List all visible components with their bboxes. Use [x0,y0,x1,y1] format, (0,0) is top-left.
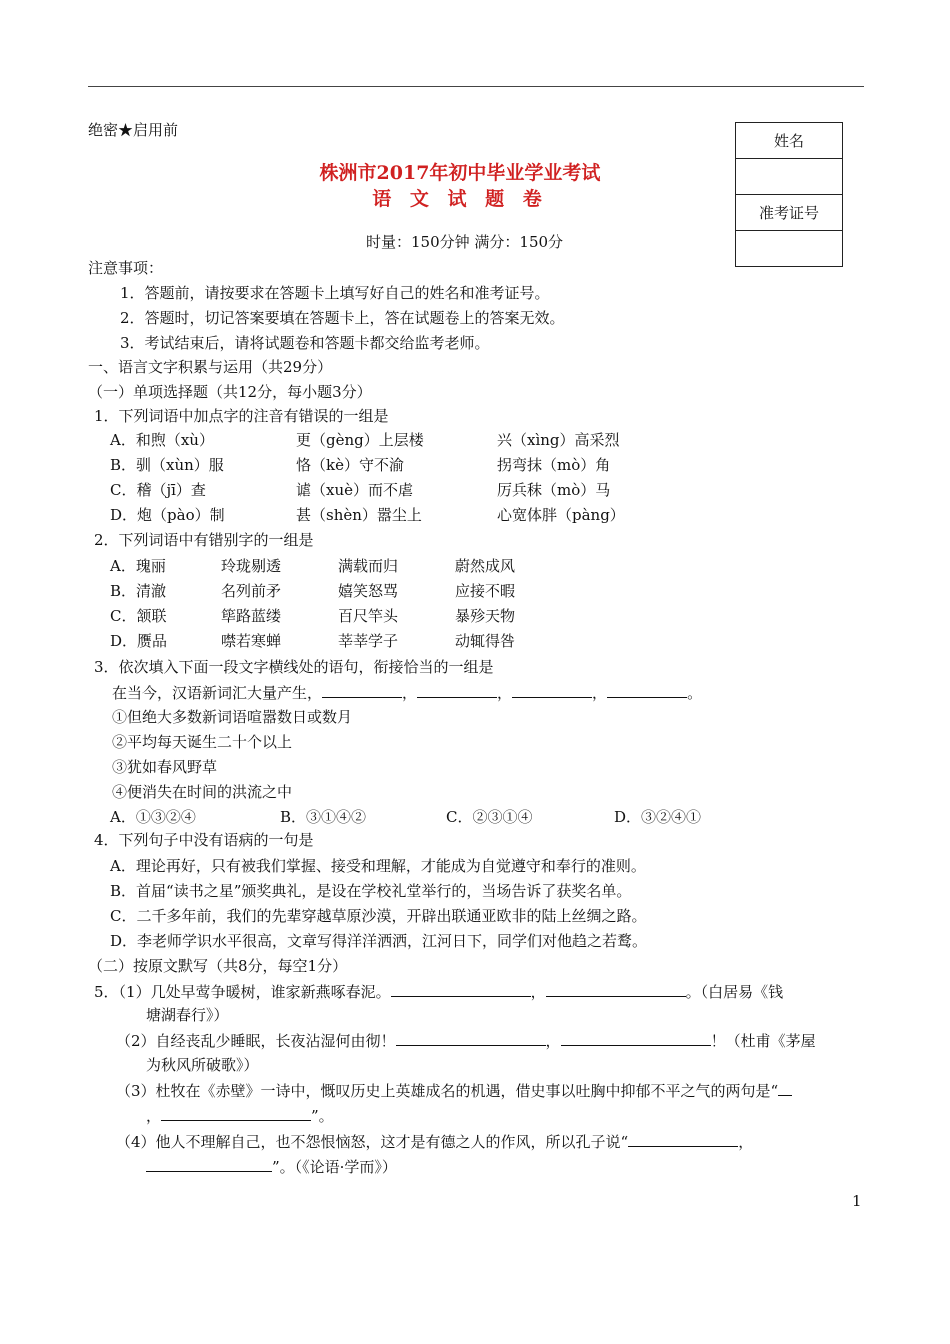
q5-blank[interactable] [546,982,686,997]
secret-label: 绝密★启用前 [88,121,179,139]
q1-b-3: 拐弯抹（mò）角 [497,456,611,474]
part-heading: （二）按原文默写（共8分，每空1分） [88,957,348,975]
q4-option-a: A．理论再好，只有被我们掌握、接受和理解，才能成为自觉遵守和奉行的准则。 [110,857,646,875]
q5-line2: （2）自经丧乱少睡眠，长夜沾湿何由彻！ ， ！（杜甫《茅屋 [116,1032,816,1050]
q4-option-c: C．二千多年前，我们的先辈穿越草原沙漠，开辟出联通亚欧非的陆上丝绸之路。 [110,907,647,925]
q3-option-c: C．②③①④ [446,808,533,826]
q1-c-1: C．稽（jī）查 [110,481,206,499]
question-stem: 3．依次填入下面一段文字横线处的语句，衔接恰当的一组是 [94,658,494,676]
exam-title: 株洲市2017年初中毕业学业考试 [319,162,601,184]
q5-blank[interactable] [628,1132,738,1147]
q2-b-4: 应接不暇 [455,582,516,600]
q2-c-2: 筚路蓝缕 [221,607,282,625]
q1-b-1: B．驯（xùn）服 [110,456,224,474]
notice-item: 1．答题前，请按要求在答题卡上填写好自己的姓名和准考证号。 [120,284,550,302]
q1-a-1: A．和煦（xù） [110,431,214,449]
question-stem: 4．下列句子中没有语病的一句是 [94,831,314,849]
q4-option-b: B．首届“读书之星”颁奖典礼，是设在学校礼堂举行的，当场告诉了获奖名单。 [110,882,632,900]
q1-b-2: 恪（kè）守不渝 [296,456,404,474]
q2-b-2: 名列前矛 [221,582,282,600]
q3-blank[interactable] [512,683,592,698]
q1-a-3: 兴（xìng）高采烈 [497,431,620,449]
exam-subtitle: 语 文 试 题 卷 [372,188,548,210]
q3-blank[interactable] [322,683,402,698]
exam-number-field[interactable] [736,231,843,267]
q2-a-2: 玲珑剔透 [221,557,282,575]
name-label: 姓名 [736,123,843,159]
exam-number-label: 准考证号 [736,195,843,231]
notice-item: 2．答题时，切记答案要填在答题卡上，答在试题卷上的答案无效。 [120,309,565,327]
q1-c-2: 谑（xuè）而不虐 [296,481,413,499]
q2-d-1: D．赝品 [110,632,168,650]
q5-line1-cont: 塘湖春行》） [146,1006,229,1024]
q3-item: ③犹如春风野草 [112,758,218,776]
q5-blank[interactable] [396,1031,546,1046]
q3-passage: 在当今，汉语新词汇大量产生， ， ， ， 。 [112,684,703,702]
q5-line4-cont: ”。（《论语·学而》） [146,1157,397,1176]
q5-line2-cont: 为秋风所破歌》） [146,1056,259,1074]
q3-blank[interactable] [417,683,497,698]
q5-blank[interactable] [778,1081,792,1096]
q3-item: ①但绝大多数新词语喧嚣数日或数月 [112,708,353,726]
q5-blank[interactable] [561,1031,711,1046]
q2-c-4: 暴殄天物 [455,607,516,625]
q2-c-3: 百尺竿头 [338,607,399,625]
q3-blank[interactable] [607,683,687,698]
q5-line3-cont: ， ”。 [146,1107,334,1125]
q3-option-a: A．①③②④ [110,808,196,826]
q1-a-2: 更（gèng）上层楼 [296,431,424,449]
q5-line3: （3）杜牧在《赤壁》一诗中，慨叹历史上英雄成名的机遇，借史事以吐胸中抑郁不平之气的两句是“ [116,1081,792,1100]
candidate-info-box [735,122,843,267]
notice-heading: 注意事项： [88,259,164,277]
q1-c-3: 厉兵秣（mò）马 [497,481,611,499]
question-stem: 1．下列词语中加点字的注音有错误的一组是 [94,407,389,425]
q3-option-d: D．③②④① [614,808,702,826]
part-heading: （一）单项选择题（共12分，每小题3分） [88,383,372,401]
notice-item: 3．考试结束后，请将试题卷和答题卡都交给监考老师。 [120,334,490,352]
name-field[interactable] [736,159,843,195]
q2-a-3: 满载而归 [338,557,399,575]
q2-c-1: C．颔联 [110,607,167,625]
q1-d-3: 心宽体胖（pàng） [497,506,625,524]
q2-d-2: 噤若寒蝉 [221,632,282,650]
q1-d-2: 甚（shèn）嚣尘上 [296,506,422,524]
page-number: 1 [852,1192,862,1210]
q2-a-1: A．瑰丽 [110,557,166,575]
q2-d-3: 莘莘学子 [338,632,399,650]
q3-option-b: B．③①④② [280,808,367,826]
q3-item: ②平均每天诞生二十个以上 [112,733,293,751]
q5-blank[interactable] [161,1106,311,1121]
q1-d-1: D．炮（pào）制 [110,506,225,524]
q3-item: ④便消失在时间的洪流之中 [112,783,293,801]
q2-b-1: B．清澈 [110,582,167,600]
q5-line4: （4）他人不理解自己，也不怨恨恼怒，这才是有德之人的作风，所以孔子说“ ， [116,1133,754,1151]
top-rule [88,86,864,87]
q5-blank[interactable] [391,982,531,997]
q2-d-4: 动辄得咎 [455,632,516,650]
q2-a-4: 蔚然成风 [455,557,516,575]
q5-line1: 5．（1）几处早莺争暖树，谁家新燕啄春泥。 ， 。（白居易《钱 [94,983,784,1001]
section-heading: 一、语言文字积累与运用（共29分） [88,358,333,376]
time-score: 时量：150分钟 满分：150分 [366,233,564,251]
q4-option-d: D．李老师学识水平很高，文章写得洋洋洒洒，江河日下，同学们对他趋之若鹜。 [110,932,648,950]
question-stem: 2．下列词语中有错别字的一组是 [94,531,314,549]
q5-blank[interactable] [146,1157,272,1172]
q2-b-3: 嬉笑怒骂 [338,582,399,600]
